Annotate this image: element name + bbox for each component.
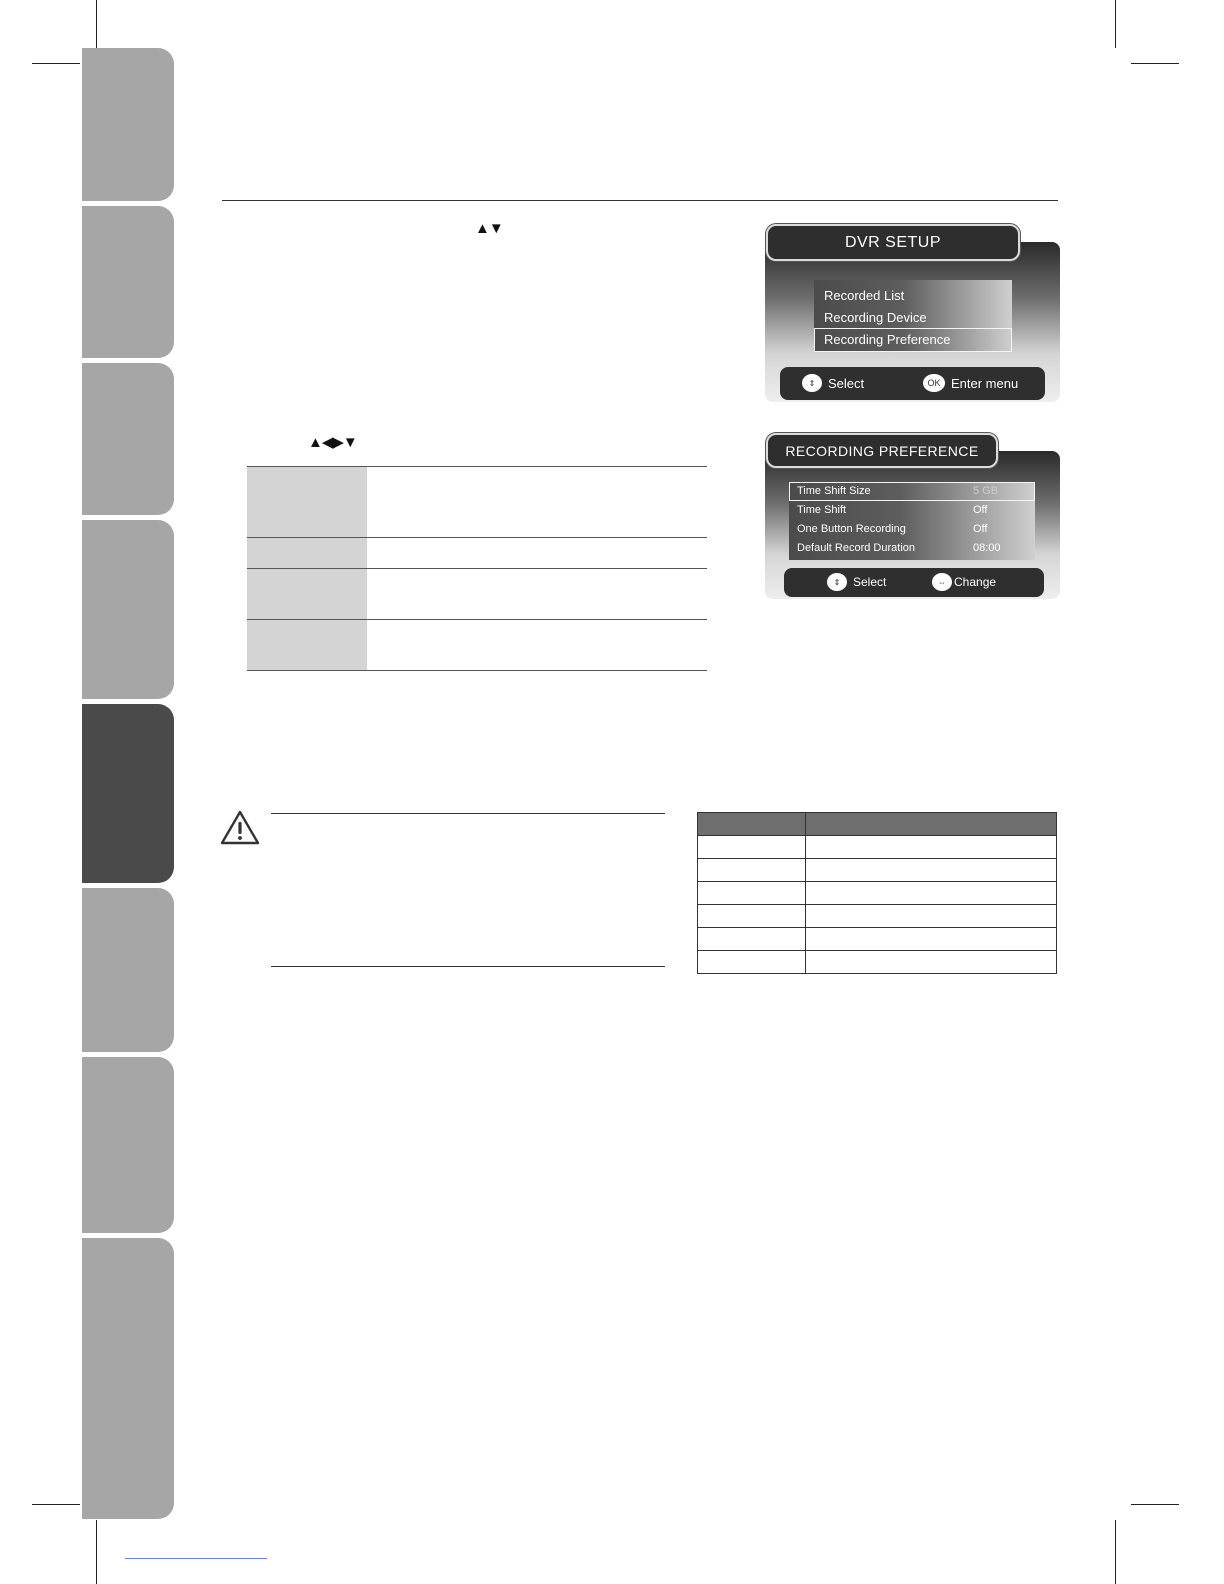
warning-bottom-rule [271, 966, 665, 967]
table-cell [698, 905, 806, 928]
pref-label: Default Record Duration [797, 542, 916, 554]
section-tab[interactable] [82, 888, 174, 1052]
table-cell-label [247, 538, 367, 569]
up-down-arrows-icon: ▲▼ [475, 220, 503, 237]
table-cell [806, 928, 1057, 951]
footer-change-label: Change [954, 575, 997, 589]
table-cell [806, 836, 1057, 859]
table-cell [698, 836, 806, 859]
table-cell [698, 859, 806, 882]
pref-row-time-shift-size[interactable] [789, 482, 1035, 501]
table-cell [806, 859, 1057, 882]
section-tab[interactable] [82, 520, 174, 699]
footer-select [827, 573, 886, 591]
table-header-cell [698, 813, 806, 836]
table-cell-label [247, 620, 367, 671]
menu-item-recording-device[interactable]: Recording Device [824, 310, 927, 325]
option-table [247, 466, 707, 671]
table-cell-desc [367, 538, 707, 569]
table-cell [698, 951, 806, 974]
osd-title [766, 224, 1020, 261]
osd-title-text: DVR SETUP [844, 233, 942, 251]
table-cell-desc [367, 569, 707, 620]
section-tab[interactable] [82, 206, 174, 358]
up-down-arrow-icon: ⇕ [827, 573, 847, 591]
pref-label: Time Shift Size [797, 485, 871, 497]
footer-select [802, 374, 864, 392]
pref-label: One Button Recording [797, 523, 906, 535]
table-row [698, 859, 1057, 882]
warning-top-rule [271, 813, 665, 814]
osd-menu [814, 280, 1012, 352]
pref-value: Off [973, 504, 988, 516]
link-underline[interactable] [125, 1558, 267, 1559]
table-row [698, 928, 1057, 951]
section-tab[interactable] [82, 1057, 174, 1233]
section-tab[interactable] [82, 48, 174, 201]
osd-title [766, 433, 998, 468]
menu-item-recording-preference[interactable]: Recording Preference [814, 328, 1012, 352]
footer-change [932, 573, 996, 591]
section-tab[interactable] [82, 1238, 174, 1519]
pref-value: Off [973, 523, 988, 535]
dvr-setup-osd [765, 224, 1060, 404]
pref-value: 08:00 [973, 542, 1001, 554]
footer-enter-label: Enter menu [951, 375, 1019, 391]
footer-enter [923, 374, 1018, 392]
table-row [247, 538, 707, 569]
crop-mark [1131, 1504, 1179, 1505]
crop-mark [1131, 63, 1179, 64]
header-rule [222, 200, 1058, 201]
table-row [698, 951, 1057, 974]
warning-icon [220, 810, 260, 846]
osd-title-text: RECORDING PREFERENCE [785, 442, 979, 459]
direction-arrows-icon: ▲◀▶▼ [308, 434, 357, 451]
pref-row-default-record-duration[interactable] [789, 540, 1035, 557]
section-tab-active[interactable] [82, 704, 174, 883]
table-header-row [698, 813, 1057, 836]
reference-table [697, 812, 1057, 974]
pref-row-time-shift[interactable] [789, 502, 1035, 519]
section-tab[interactable] [82, 363, 174, 515]
table-row [698, 905, 1057, 928]
table-row [247, 620, 707, 671]
table-cell [806, 882, 1057, 905]
table-header-cell [806, 813, 1057, 836]
table-row [247, 467, 707, 538]
table-cell [698, 928, 806, 951]
pref-value: 5 GB [973, 485, 999, 497]
crop-mark [1115, 0, 1116, 48]
table-cell-desc [367, 620, 707, 671]
crop-mark [96, 0, 97, 48]
table-row [247, 569, 707, 620]
footer-select-label: Select [828, 375, 865, 391]
table-cell [698, 882, 806, 905]
osd-footer [780, 367, 1045, 400]
table-cell [806, 951, 1057, 974]
crop-mark [32, 63, 80, 64]
pref-label: Time Shift [797, 504, 847, 516]
recording-preference-osd [765, 433, 1060, 601]
footer-select-label: Select [853, 575, 887, 589]
table-row [698, 882, 1057, 905]
table-cell [806, 905, 1057, 928]
crop-mark [32, 1504, 80, 1505]
table-cell-desc [367, 467, 707, 538]
menu-item-recorded-list[interactable]: Recorded List [824, 288, 905, 303]
ok-icon: OK [923, 374, 945, 392]
table-cell-label [247, 569, 367, 620]
crop-mark [1115, 1520, 1116, 1584]
table-cell-label [247, 467, 367, 538]
left-right-arrow-icon: ⇔ [932, 573, 952, 591]
table-row [698, 836, 1057, 859]
pref-row-one-button-recording[interactable] [789, 521, 1035, 538]
osd-menu [789, 482, 1035, 560]
crop-mark [96, 1520, 97, 1584]
up-down-arrow-icon: ⇕ [802, 374, 822, 392]
osd-footer [784, 568, 1044, 597]
